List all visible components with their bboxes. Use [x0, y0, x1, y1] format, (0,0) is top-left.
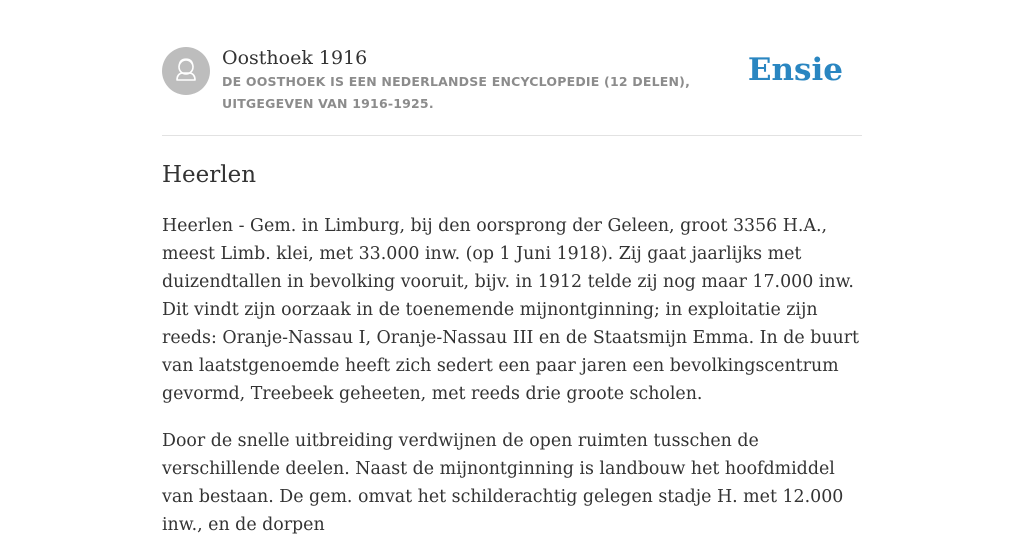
entry-paragraph: Heerlen - Gem. in Limburg, bij den oorsprong der Geleen, groot 3356 H.A., meest Limb. klei, met 33.000 inw. (op 1 Juni 1918). Zij gaat jaarlijks met duizendtallen in bevolking vooruit, bijv. in 1912 telde zij nog maar 17.000 inw. Dit vindt zijn oorzaak in de toenemende mijnontginning; in exploitatie zijn reeds: Oranje-Nassau I, Oranje-Nassau III en de Staatsmijn Emma. In de buurt van laatstgenoemde heeft zich sedert een paar jaren een bevolkingscentrum gevormd, Treebeek geheeten, met reeds drie groote scholen. [162, 216, 860, 404]
user-placeholder-icon [162, 47, 210, 95]
header-divider [162, 135, 862, 136]
entry-body [162, 212, 862, 558]
source-title[interactable]: Oosthoek 1916 [222, 47, 368, 69]
source-header [162, 46, 862, 118]
entry-paragraph: Door de snelle uitbreiding verdwijnen de open ruimten tusschen de verschillende deelen. Naast de mijnontginning is landbouw het hoofdmiddel van bestaan. De gem. omvat het schilderachtig gelegen stadje H. met 12.000 inw., en de dorpen [162, 431, 844, 535]
source-avatar[interactable] [162, 47, 210, 95]
ensie-logo[interactable]: Ensie [747, 52, 843, 88]
entry-title: Heerlen [162, 162, 257, 188]
source-description: DE OOSTHOEK IS EEN NEDERLANDSE ENCYCLOPEDIE (12 DELEN), UITGEGEVEN VAN 1916-1925. [222, 74, 691, 111]
